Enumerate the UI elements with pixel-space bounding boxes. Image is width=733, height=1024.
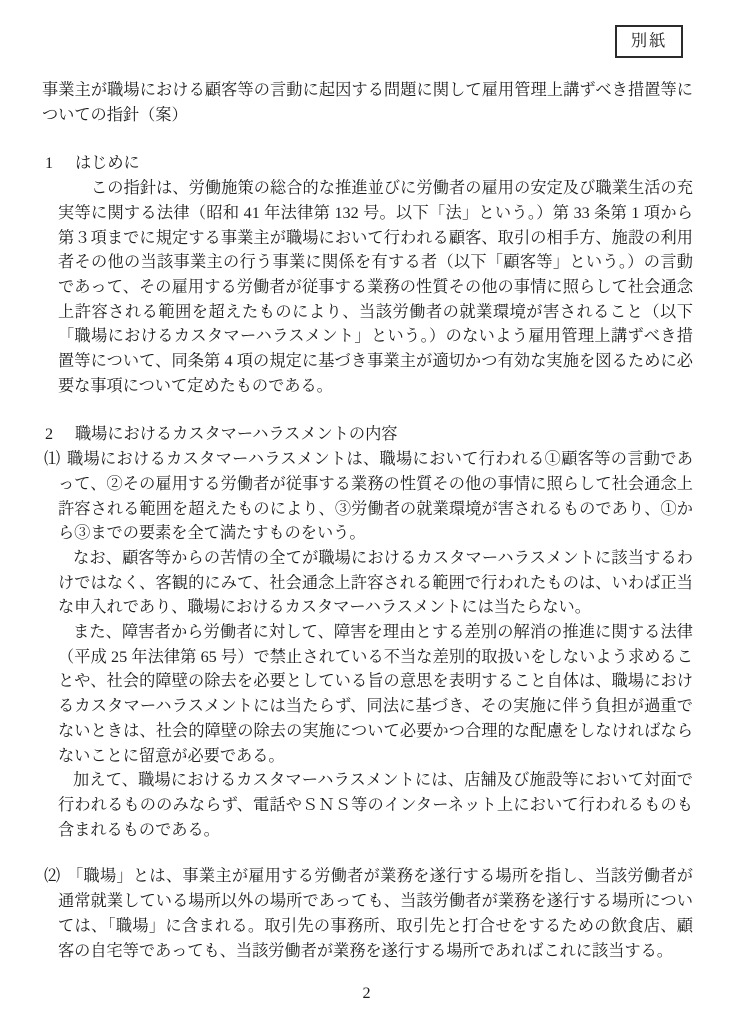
section-2-number: 2: [45, 425, 54, 444]
attachment-label-box: [615, 25, 683, 58]
section-2-item-2: [44, 864, 693, 963]
section-1-paragraph: この指針は、労働施策の総合的な推進並びに労働者の雇用の安定及び職業生活の充実等に関する法律（昭和 41 年法律第 132 号。以下「法」という。）第 33 条第 1 項から第３項までに規定する事業主が職場において行われる顧客、取引の相手方、施設の利用者その他の当該事業主の行う事業に関係を有する者（以下「顧客等」という。）の言動であって、その雇用する労働者が従事する業務の性質その他の事情に照らして社会通念上許容される範囲を超えたものにより、当該労働者の就業環境が害されること（以下「職場におけるカスタマーハラスメント」という。）のないよう雇用管理上講ずべき措置等について、同条第 4 項の規定に基づき事業主が適切かつ有効な実施を図るために必要な事項について定めたものである。: [58, 179, 693, 395]
item-1-marker: ⑴: [44, 450, 61, 469]
item-1-paragraph-4: 加えて、職場におけるカスタマーハラスメントには、店舗及び施設等において対面で行われるもののみならず、電話やＳＮＳ等のインターネット上において行われるものも含まれるものである。: [58, 771, 693, 839]
section-2-heading-text: 職場におけるカスタマーハラスメントの内容: [75, 425, 398, 444]
document-title: 事業主が職場における顧客等の言動に起因する問題に関して雇用管理上講ずべき措置等についての指針（案）: [42, 81, 693, 124]
page-number: 2: [362, 984, 371, 1002]
item-2-paragraph-1: 「職場」とは、事業主が雇用する労働者が業務を遂行する場所を指し、当該労働者が通常就業している場所以外の場所であっても、当該労働者が業務を遂行する場所については、「職場」に含まれる。取引先の事務所、取引先と打合せをするための飲食店、顧客の自宅等であっても、当該労働者が業務を遂行する場所であればこれに該当する。: [58, 867, 693, 960]
item-1-paragraph-1: 職場におけるカスタマーハラスメントは、職場において行われる①顧客等の言動であって、②その雇用する労働者が従事する業務の性質その他の事情に照らして社会通念上許容される範囲を超えたものにより、③労働者の就業環境が害されるものであり、①から③までの要素を全て満たすものをいう。: [58, 450, 693, 543]
section-1: [42, 151, 693, 398]
section-2: [42, 422, 693, 963]
section-1-heading: [42, 151, 693, 176]
attachment-label: 別紙: [630, 32, 668, 51]
section-2-heading: [42, 422, 693, 447]
section-1-heading-text: はじめに: [75, 154, 140, 173]
section-1-number: 1: [45, 154, 54, 173]
item-1-paragraph-2: なお、顧客等からの苦情の全てが職場におけるカスタマーハラスメントに該当するわけではなく、客観的にみて、社会通念上許容される範囲で行われたものは、いわば正当な申入れであり、職場におけるカスタマーハラスメントには当たらない。: [58, 548, 693, 617]
section-2-item-1: [44, 447, 693, 842]
item-2-marker: ⑵: [44, 867, 61, 886]
attachment-tag-row: [42, 25, 693, 58]
item-1-paragraph-3: また、障害者から労働者に対して、障害を理由とする差別の解消の推進に関する法律（平成 25 年法律第 65 号）で禁止されている不当な差別的取扱いをしないよう求めることや、社会的障壁の除去を必要としている旨の意思を表明すること自体は、職場におけるカスタマーハラスメントには当たらず、同法に基づき、その実施に伴う負担が過重でないときは、社会的障壁の除去の実施について必要かつ合理的な配慮をしなければならないことに留意が必要である。: [58, 623, 693, 765]
